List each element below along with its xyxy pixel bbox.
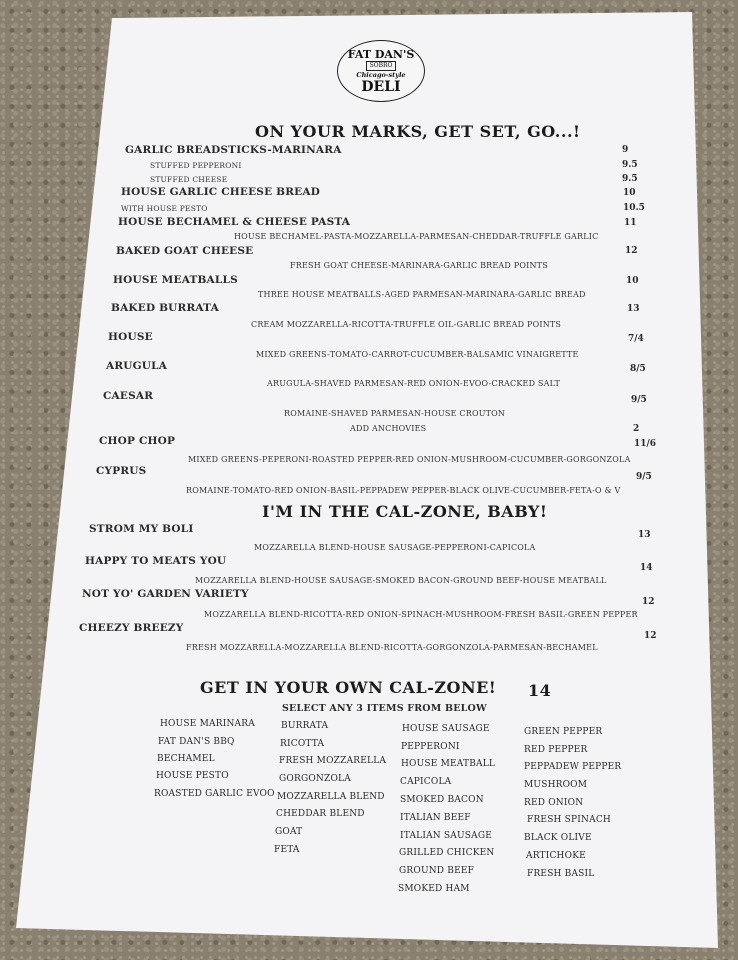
- item-name: ADD ANCHOVIES: [350, 424, 427, 433]
- option-veggie: PEPPADEW PEPPER: [524, 762, 622, 772]
- option-meat: ITALIAN SAUSAGE: [400, 831, 493, 841]
- item-price: 9/5: [636, 472, 652, 482]
- item-name: HOUSE: [108, 331, 153, 343]
- option-veggie: RED PEPPER: [524, 745, 588, 755]
- option-veggie: FRESH BASIL: [527, 869, 595, 879]
- item-description: FRESH GOAT CHEESE-MARINARA-GARLIC BREAD POINTS: [290, 261, 548, 270]
- item-price: 9.5: [622, 160, 638, 170]
- option-meat: GROUND BEEF: [399, 866, 475, 876]
- option-cheese: CHEDDAR BLEND: [276, 809, 365, 819]
- logo-line-3: Chicago-style: [356, 70, 406, 79]
- item-name: CYPRUS: [96, 465, 147, 477]
- item-name: HOUSE MEATBALLS: [113, 274, 238, 286]
- item-description: MOZZARELLA BLEND-RICOTTA-RED ONION-SPINACH-MUSHROOM-FRESH BASIL-GREEN PEPPER: [204, 610, 638, 619]
- option-veggie: FRESH SPINACH: [527, 815, 611, 825]
- build-price: 14: [528, 681, 552, 700]
- item-name: BAKED BURRATA: [111, 302, 219, 314]
- item-price: 14: [640, 563, 653, 573]
- deli-logo: [337, 40, 425, 102]
- item-price: 9: [622, 145, 629, 155]
- option-meat: GRILLED CHICKEN: [399, 848, 495, 858]
- item-description: CREAM MOZZARELLA-RICOTTA-TRUFFLE OIL-GARLIC BREAD POINTS: [251, 320, 562, 329]
- item-description: ARUGULA-SHAVED PARMESAN-RED ONION-EVOO-CRACKED SALT: [267, 379, 560, 388]
- option-veggie: BLACK OLIVE: [524, 833, 592, 843]
- option-meat: SMOKED BACON: [400, 795, 484, 805]
- item-price: 8/5: [630, 364, 646, 374]
- item-name: NOT YO' GARDEN VARIETY: [82, 588, 249, 600]
- option-veggie: GREEN PEPPER: [524, 727, 603, 737]
- option-veggie: ARTICHOKE: [526, 851, 586, 861]
- heading-starters: ON YOUR MARKS, GET SET, GO...!: [255, 122, 581, 141]
- item-name: STUFFED PEPPERONI: [150, 161, 242, 170]
- item-price: 10: [623, 188, 636, 198]
- option-cheese: MOZZARELLA BLEND: [277, 792, 385, 802]
- item-name: STROM MY BOLI: [89, 523, 194, 535]
- option-cheese: GOAT: [275, 827, 303, 837]
- option-meat: SMOKED HAM: [398, 884, 470, 894]
- option-meat: HOUSE SAUSAGE: [402, 724, 490, 734]
- item-description: ROMAINE-TOMATO-RED ONION-BASIL-PEPPADEW PEPPER-BLACK OLIVE-CUCUMBER-FETA-O & V: [186, 486, 621, 495]
- item-price: 12: [625, 246, 638, 256]
- heading-build: GET IN YOUR OWN CAL-ZONE!: [200, 678, 497, 697]
- item-price: 11: [624, 218, 637, 228]
- option-meat: CAPICOLA: [400, 777, 452, 787]
- item-price: 13: [638, 530, 651, 540]
- build-instruction: SELECT ANY 3 ITEMS FROM BELOW: [282, 703, 487, 714]
- heading-calzones: I'M IN THE CAL-ZONE, BABY!: [262, 502, 548, 521]
- option-cheese: FETA: [274, 845, 300, 855]
- item-description: ROMAINE-SHAVED PARMESAN-HOUSE CROUTON: [284, 409, 506, 418]
- option-meat: ITALIAN BEEF: [400, 813, 471, 823]
- item-name: GARLIC BREADSTICKS-MARINARA: [125, 144, 342, 156]
- item-description: THREE HOUSE MEATBALLS-AGED PARMESAN-MARINARA-GARLIC BREAD: [258, 290, 586, 299]
- item-description: FRESH MOZZARELLA-MOZZARELLA BLEND-RICOTTA-GORGONZOLA-PARMESAN-BECHAMEL: [186, 643, 598, 652]
- item-name: HOUSE BECHAMEL & CHEESE PASTA: [118, 216, 351, 228]
- option-sauce: BECHAMEL: [157, 754, 215, 764]
- item-price: 13: [627, 304, 640, 314]
- item-description: HOUSE BECHAMEL-PASTA-MOZZARELLA-PARMESAN-CHEDDAR-TRUFFLE GARLIC: [234, 232, 599, 241]
- logo-line-4: DELI: [361, 78, 401, 95]
- option-sauce: FAT DAN'S BBQ: [158, 737, 235, 747]
- item-name: WITH HOUSE PESTO: [121, 204, 208, 213]
- item-name: CAESAR: [103, 390, 154, 402]
- option-cheese: FRESH MOZZARELLA: [279, 756, 387, 766]
- option-meat: HOUSE MEATBALL: [401, 759, 496, 769]
- item-price: 12: [644, 631, 657, 641]
- option-sauce: ROASTED GARLIC EVOO: [154, 789, 275, 799]
- option-sauce: HOUSE MARINARA: [160, 719, 255, 729]
- item-description: MOZZARELLA BLEND-HOUSE SAUSAGE-PEPPERONI-CAPICOLA: [254, 543, 536, 552]
- item-description: MIXED GREENS-PEPERONI-ROASTED PEPPER-RED ONION-MUSHROOM-CUCUMBER-GORGONZOLA: [188, 455, 631, 464]
- item-price: 7/4: [628, 334, 644, 344]
- option-veggie: RED ONION: [524, 798, 584, 808]
- item-description: MOZZARELLA BLEND-HOUSE SAUSAGE-SMOKED BACON-GROUND BEEF-HOUSE MEATBALL: [195, 576, 607, 585]
- option-cheese: BURRATA: [281, 721, 329, 731]
- item-price: 2: [633, 424, 640, 434]
- item-name: STUFFED CHEESE: [150, 175, 228, 184]
- option-cheese: GORGONZOLA: [279, 774, 351, 784]
- logo-line-1: FAT DAN'S: [347, 47, 415, 61]
- item-name: CHEEZY BREEZY: [79, 622, 184, 634]
- item-name: ARUGULA: [106, 360, 168, 372]
- item-name: CHOP CHOP: [99, 435, 176, 447]
- logo-line-2: SOBRO: [366, 61, 397, 71]
- option-meat: PEPPERONI: [401, 742, 460, 752]
- item-price: 10.5: [623, 203, 645, 213]
- item-name: HAPPY TO MEATS YOU: [85, 555, 227, 567]
- item-price: 9/5: [631, 395, 647, 405]
- option-sauce: HOUSE PESTO: [156, 771, 229, 781]
- option-cheese: RICOTTA: [280, 739, 325, 749]
- item-description: MIXED GREENS-TOMATO-CARROT-CUCUMBER-BALSAMIC VINAIGRETTE: [256, 350, 579, 359]
- item-price: 11/6: [634, 439, 657, 449]
- item-name: BAKED GOAT CHEESE: [116, 245, 254, 257]
- item-price: 9.5: [622, 174, 638, 184]
- item-name: HOUSE GARLIC CHEESE BREAD: [121, 186, 320, 198]
- option-veggie: MUSHROOM: [524, 780, 588, 790]
- item-price: 10: [626, 276, 639, 286]
- item-price: 12: [642, 597, 655, 607]
